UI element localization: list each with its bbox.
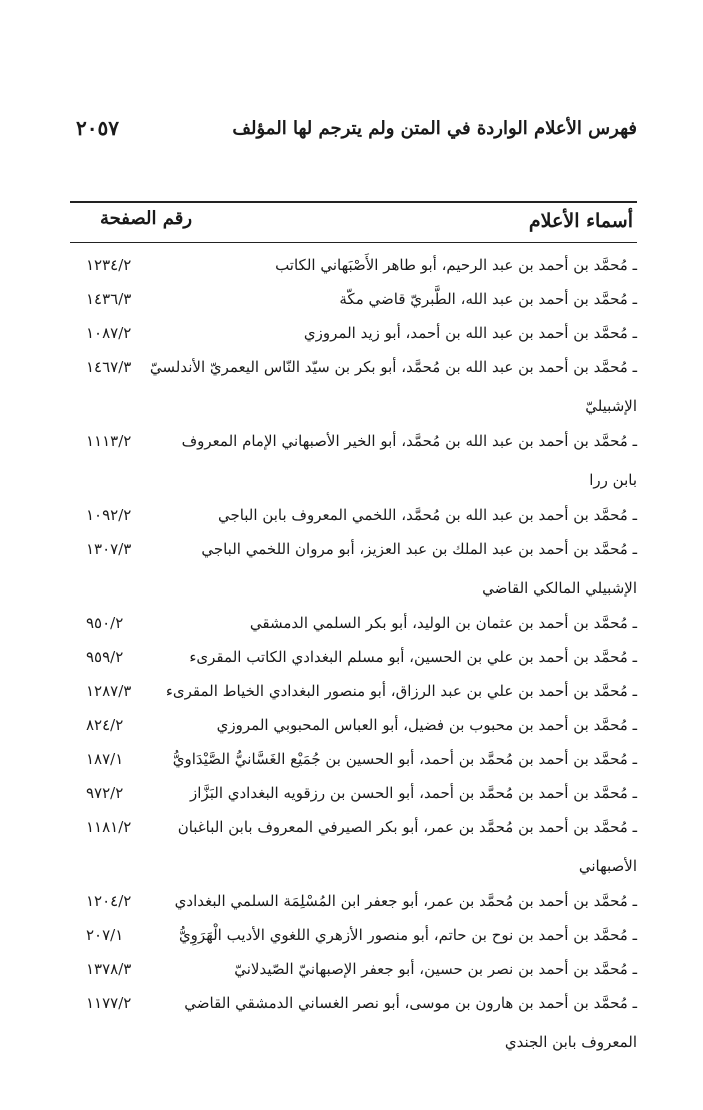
- entry-first-line: [70, 500, 637, 534]
- index-entry: [70, 250, 637, 284]
- index-entry: [70, 426, 637, 500]
- entry-first-line: [70, 250, 637, 284]
- running-header-title: فهرس الأعلام الواردة في المتن ولم يترجم لها المؤلف: [232, 118, 637, 139]
- entry-name: ـ مُحمَّد بن أحمد بن مُحمَّد بن عمر، أبو جعفر ابن المُسْلِمَة السلمي البغدادي: [174, 892, 637, 910]
- entry-page-reference: ٨٢٤/٢: [86, 716, 124, 734]
- entry-first-line: [70, 920, 637, 954]
- entry-first-line: [70, 710, 637, 744]
- entry-name: ـ مُحمَّد بن أحمد بن عبد الرحيم، أبو طاهر الأَصْبَهاني الكاتب: [275, 256, 637, 274]
- index-entry: [70, 534, 637, 608]
- entry-page-reference: ١٢٨٧/٣: [86, 682, 132, 700]
- index-entry: [70, 744, 637, 778]
- entry-page-reference: ١٤٣٦/٣: [86, 290, 132, 308]
- entry-name: ـ مُحمَّد بن أحمد بن محبوب بن فضيل، أبو العباس المحبوبي المروزي: [216, 716, 637, 734]
- entry-name-continuation: الإشبيلي المالكي القاضي: [482, 579, 637, 597]
- entry-name-continuation: الأصبهاني: [578, 857, 637, 875]
- entry-continuation-line: [70, 570, 637, 608]
- index-entries: [70, 250, 637, 1062]
- entry-name: ـ مُحمَّد بن أحمد بن مُحمَّد بن أحمد، أبو الحسن بن رزقويه البغدادي البَزَّاز: [190, 784, 637, 802]
- entry-page-reference: ٩٥٩/٢: [86, 648, 124, 666]
- entry-page-reference: ٢٠٧/١: [86, 926, 124, 944]
- entry-page-reference: ٩٧٢/٢: [86, 784, 124, 802]
- entry-name: ـ مُحمَّد بن أحمد بن مُحمَّد بن عمر، أبو بكر الصيرفي المعروف بابن الباغبان: [177, 818, 637, 836]
- running-header: [66, 118, 637, 150]
- entry-first-line: [70, 284, 637, 318]
- entry-page-reference: ١٠٨٧/٢: [86, 324, 132, 342]
- index-entry: [70, 284, 637, 318]
- index-entry: [70, 920, 637, 954]
- entry-first-line: [70, 318, 637, 352]
- entry-first-line: [70, 812, 637, 848]
- index-entry: [70, 318, 637, 352]
- entry-first-line: [70, 426, 637, 462]
- entry-continuation-line: [70, 1024, 637, 1062]
- header-bottom-rule: [70, 242, 637, 243]
- page-number: ٢٠٥٧: [76, 116, 119, 140]
- entry-first-line: [70, 352, 637, 388]
- entry-first-line: [70, 778, 637, 812]
- entry-name: ـ مُحمَّد بن أحمد بن عبد الملك بن عبد العزيز، أبو مروان اللخمي الباجي: [201, 540, 637, 558]
- entry-name: ـ مُحمَّد بن أحمد بن علي بن الحسين، أبو مسلم البغدادي الكاتب المقرىء: [189, 648, 637, 666]
- index-entry: [70, 710, 637, 744]
- entry-name: ـ مُحمَّد بن أحمد بن عبد الله، الطَّبريّ قاضي مكّة: [339, 290, 637, 308]
- table-top-rule: [70, 201, 637, 203]
- entry-name: ـ مُحمَّد بن أحمد بن مُحمَّد بن أحمد، أبو الحسين بن جُمَيْع الغَسَّانيُّ الصَّيْدَاويُّ: [172, 750, 637, 768]
- entry-continuation-line: [70, 462, 637, 500]
- column-header: [70, 206, 637, 242]
- entry-page-reference: ١١١٣/٢: [86, 432, 132, 450]
- index-entry: [70, 676, 637, 710]
- index-entry: [70, 500, 637, 534]
- entry-name: ـ مُحمَّد بن أحمد بن هارون بن موسى، أبو نصر الغساني الدمشقي القاضي: [184, 994, 637, 1012]
- entry-page-reference: ١٣٧٨/٣: [86, 960, 132, 978]
- index-entry: [70, 812, 637, 886]
- entry-page-reference: ١٣٠٧/٣: [86, 540, 132, 558]
- entry-first-line: [70, 676, 637, 710]
- entry-page-reference: ١٢٠٤/٢: [86, 892, 132, 910]
- entry-continuation-line: [70, 848, 637, 886]
- entry-first-line: [70, 642, 637, 676]
- entry-name-continuation: المعروف بابن الجندي: [504, 1033, 637, 1051]
- index-entry: [70, 778, 637, 812]
- entry-page-reference: ٩٥٠/٢: [86, 614, 124, 632]
- entry-name: ـ مُحمَّد بن أحمد بن نوح بن حاتم، أبو منصور الأزهري اللغوي الأديب الْهَرَوِيُّ: [178, 926, 637, 944]
- entry-name: ـ مُحمَّد بن أحمد بن عبد الله بن مُحمَّد، أبو بكر بن سيّد النّاس اليعمريّ الأندلسيّ: [149, 358, 637, 376]
- index-entry: [70, 886, 637, 920]
- entry-page-reference: ١٤٦٧/٣: [86, 358, 132, 376]
- index-entry: [70, 352, 637, 426]
- page-column-label: رقم الصفحة: [100, 208, 193, 229]
- entry-first-line: [70, 534, 637, 570]
- entry-name: ـ مُحمَّد بن أحمد بن عبد الله بن مُحمَّد، اللخمي المعروف بابن الباجي: [217, 506, 637, 524]
- entry-name-continuation: الإشبيليّ: [585, 397, 637, 415]
- entry-page-reference: ١٢٣٤/٢: [86, 256, 132, 274]
- entry-name-continuation: بابن ررا: [589, 471, 637, 489]
- entry-page-reference: ١١٨١/٢: [86, 818, 132, 836]
- entry-name: ـ مُحمَّد بن أحمد بن علي بن عبد الرزاق، أبو منصور البغدادي الخياط المقرىء: [165, 682, 637, 700]
- names-column-label: أسماء الأعلام: [528, 210, 633, 232]
- entry-first-line: [70, 608, 637, 642]
- index-entry: [70, 642, 637, 676]
- index-entry: [70, 608, 637, 642]
- entry-name: ـ مُحمَّد بن أحمد بن عبد الله بن أحمد، أبو زيد المروزي: [303, 324, 637, 342]
- entry-page-reference: ١١٧٧/٢: [86, 994, 132, 1012]
- entry-first-line: [70, 988, 637, 1024]
- entry-name: ـ مُحمَّد بن أحمد بن نصر بن حسين، أبو جعفر الإصبهانيّ الصّيدلانيّ: [234, 960, 637, 978]
- entry-name: ـ مُحمَّد بن أحمد بن عبد الله بن مُحمَّد، أبو الخير الأصبهاني الإمام المعروف: [181, 432, 637, 450]
- entry-first-line: [70, 954, 637, 988]
- index-entry: [70, 954, 637, 988]
- entry-first-line: [70, 744, 637, 778]
- index-entry: [70, 988, 637, 1062]
- entry-name: ـ مُحمَّد بن أحمد بن عثمان بن الوليد، أبو بكر السلمي الدمشقي: [249, 614, 637, 632]
- entry-page-reference: ١٠٩٢/٢: [86, 506, 132, 524]
- entry-continuation-line: [70, 388, 637, 426]
- entry-first-line: [70, 886, 637, 920]
- entry-page-reference: ١٨٧/١: [86, 750, 124, 768]
